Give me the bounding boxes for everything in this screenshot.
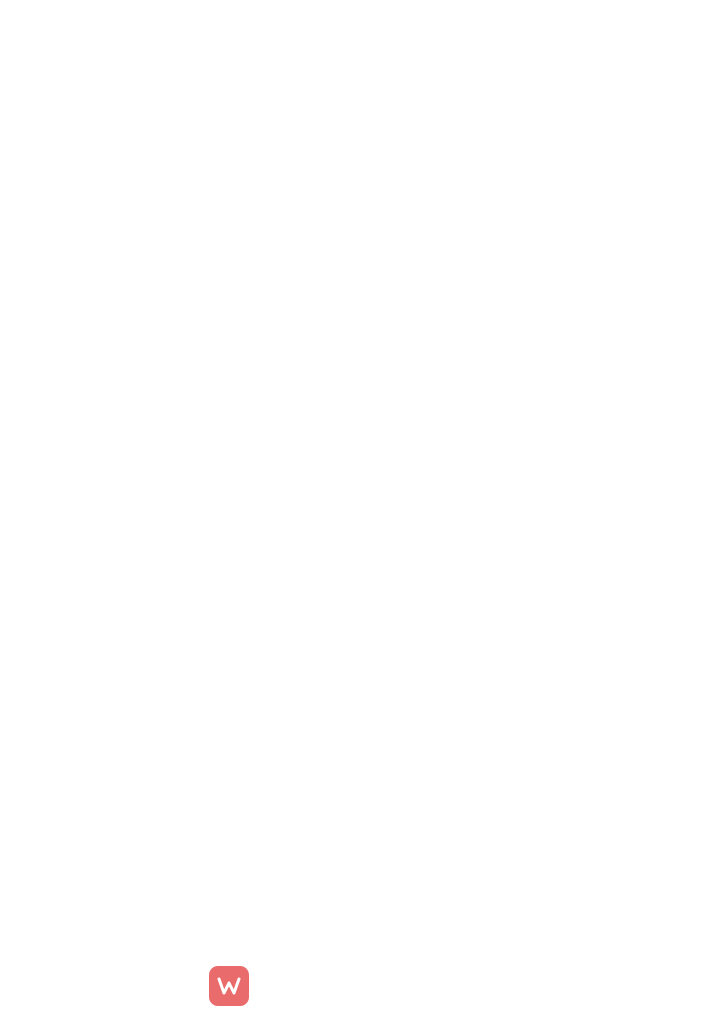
wps-edit-banner[interactable] (209, 962, 539, 1010)
wps-logo-icon (209, 966, 249, 1006)
